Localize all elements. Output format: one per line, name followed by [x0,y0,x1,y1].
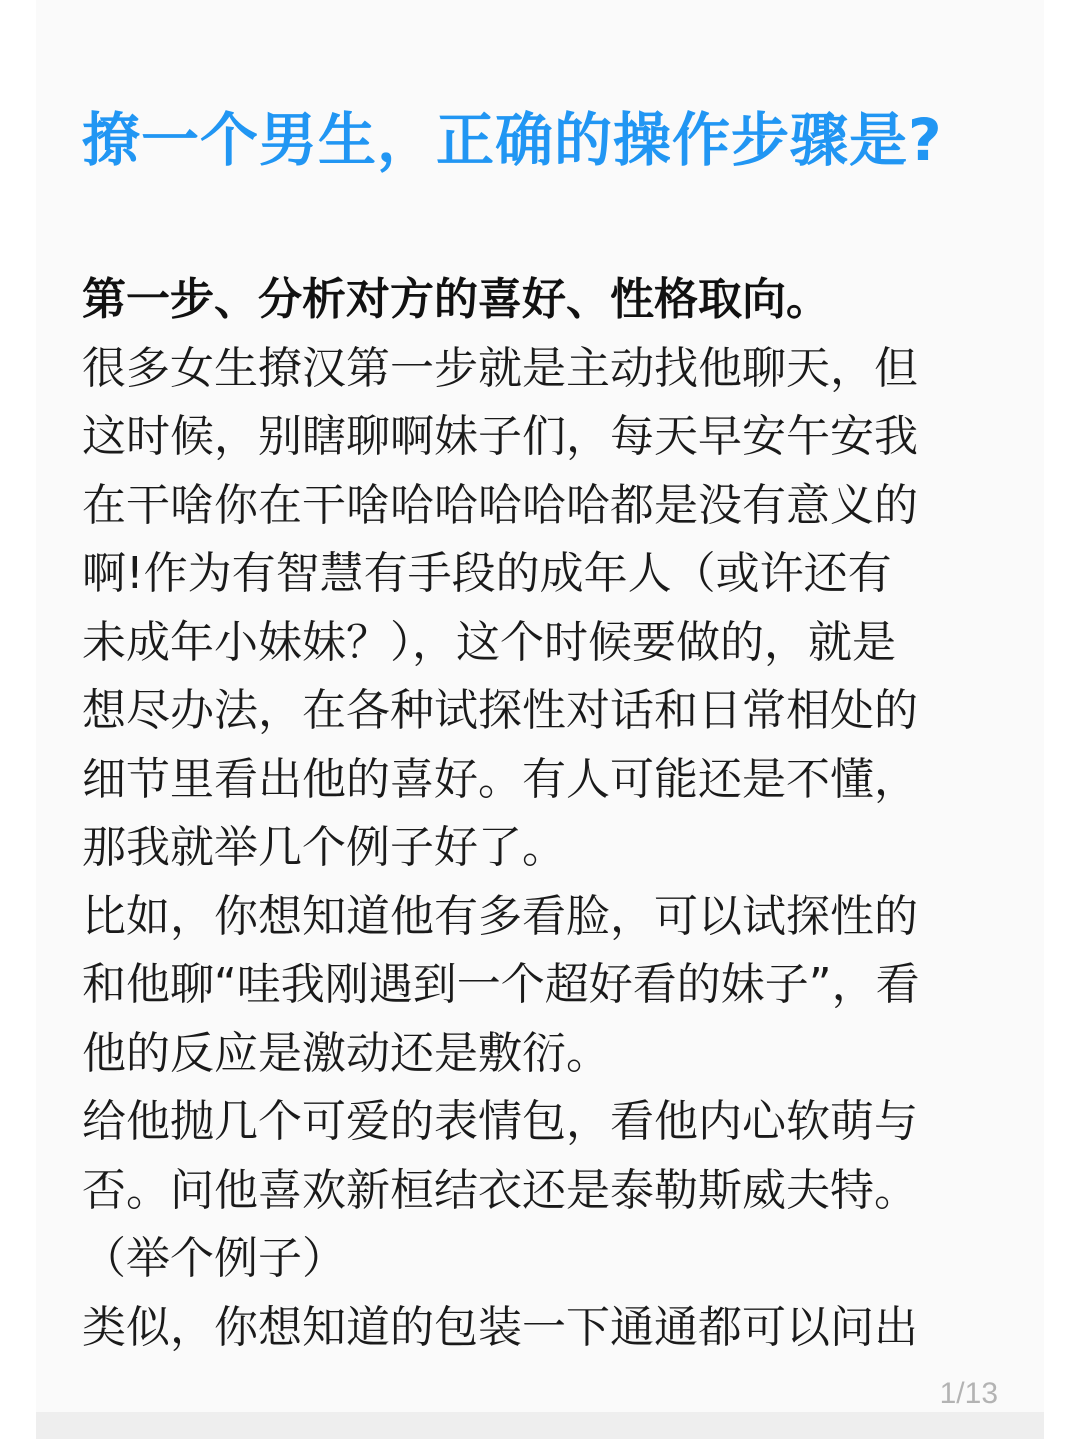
body-line: 细节里看出他的喜好。有人可能还是不懂， [82,753,918,805]
step-heading: 第一步、分析对方的喜好、性格取向。 [82,274,830,325]
body-line: 他的反应是激动还是敷衍。 [82,1027,610,1079]
body-line: （举个例子） [82,1233,346,1284]
body-line: 那我就举几个例子好了。 [82,822,566,873]
article-body [82,266,992,1362]
page-bottom-edge [36,1412,1044,1439]
body-line: 类似，你想知道的包装一下通通都可以问出 [82,1301,918,1353]
body-line: 否。问他喜欢新桓结衣还是泰勒斯威夫特。 [82,1164,918,1216]
body-line: 给他抛几个可爱的表情包，看他内心软萌与 [82,1096,918,1147]
body-line: 在干啥你在干啥哈哈哈哈哈都是没有意义的 [82,479,918,531]
body-line: 啊!作为有智慧有手段的成年人（或许还有 [82,548,892,599]
body-line: 很多女生撩汉第一步就是主动找他聊天，但 [82,342,918,394]
body-line: 比如，你想知道他有多看脸，可以试探性的 [82,890,918,942]
body-line: 未成年小妹妹？），这个时候要做的，就是 [82,616,896,668]
body-line: 和他聊“哇我刚遇到一个超好看的妹子”，看 [82,959,920,1010]
page-indicator: 1/13 [939,1377,998,1410]
body-line: 想尽办法，在各种试探性对话和日常相处的 [82,685,918,736]
article-title: 撩一个男生，正确的操作步骤是? [82,106,943,174]
body-line: 这时候，别瞎聊啊妹子们，每天早安午安我 [82,411,918,462]
